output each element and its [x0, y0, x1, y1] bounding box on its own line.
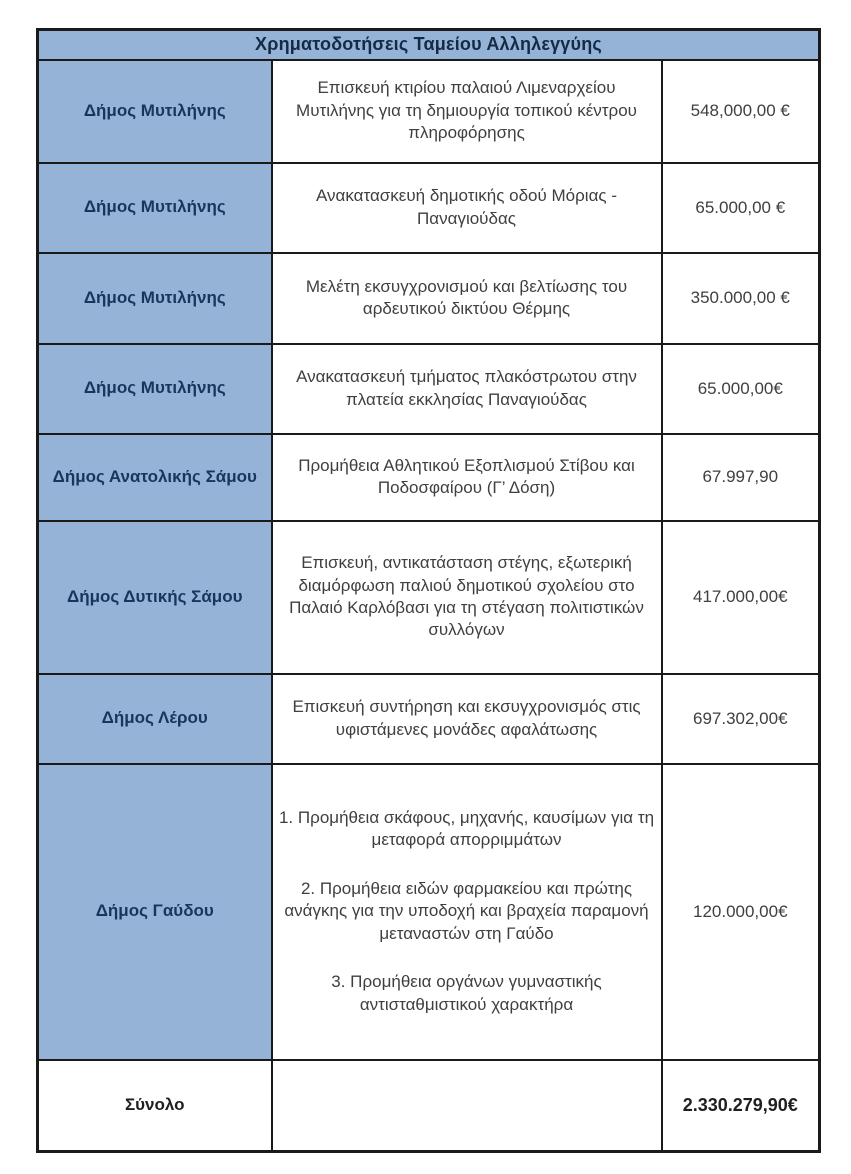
project-cell: Επισκευή κτιρίου παλαιού Λιμεναρχείου Μυτιλήνης για τη δημιουργία τοπικού κέντρου πληροφόρησης [272, 60, 662, 163]
table-row [38, 344, 820, 434]
table-row [38, 253, 820, 344]
municipality-cell: Δήμος Μυτιλήνης [38, 344, 272, 434]
amount-cell: 65.000,00€ [662, 344, 820, 434]
table-row [38, 764, 820, 1060]
project-cell [272, 764, 662, 1060]
table-row [38, 163, 820, 253]
table-row [38, 60, 820, 163]
project-cell: Ανακατασκευή δημοτικής οδού Μόριας - Παναγιούδας [272, 163, 662, 253]
municipality-cell: Δήμος Γαύδου [38, 764, 272, 1060]
amount-cell: 697.302,00€ [662, 674, 820, 764]
project-item-2: 2. Προμήθεια ειδών φαρμακείου και πρώτης ανάγκης για την υποδοχή και βραχεία παραμονή μεταναστών στη Γαύδο [284, 878, 649, 943]
municipality-cell: Δήμος Ανατολικής Σάμου [38, 434, 272, 521]
amount-cell: 67.997,90 [662, 434, 820, 521]
amount-cell: 350.000,00 € [662, 253, 820, 344]
total-amount: 2.330.279,90€ [662, 1060, 820, 1152]
total-label: Σύνολο [38, 1060, 272, 1152]
amount-cell: 548,000,00 € [662, 60, 820, 163]
project-cell: Επισκευή συντήρηση και εκσυγχρονισμός στις υφιστάμενες μονάδες αφαλάτωσης [272, 674, 662, 764]
table-title: Χρηματοδοτήσεις Ταμείου Αλληλεγγύης [38, 30, 820, 60]
total-row [38, 1060, 820, 1152]
project-item-3: 3. Προμήθεια οργάνων γυμναστικής αντισταθμιστικού χαρακτήρα [331, 972, 602, 1014]
amount-cell: 65.000,00 € [662, 163, 820, 253]
municipality-cell: Δήμος Μυτιλήνης [38, 163, 272, 253]
project-cell: Επισκευή, αντικατάσταση στέγης, εξωτερική διαμόρφωση παλιού δημοτικού σχολείου στο Παλαιό Καρλόβασι για τη στέγαση πολιτιστικών συλλόγων [272, 521, 662, 674]
project-item-1: 1. Προμήθεια σκάφους, μηχανής, καυσίμων για τη μεταφορά απορριμμάτων [278, 807, 655, 850]
municipality-cell: Δήμος Μυτιλήνης [38, 60, 272, 163]
municipality-cell: Δήμος Λέρου [38, 674, 272, 764]
title-row [38, 30, 820, 60]
table-row [38, 434, 820, 521]
table-row [38, 521, 820, 674]
project-cell: Μελέτη εκσυγχρονισμού και βελτίωσης του αρδευτικού δικτύου Θέρμης [272, 253, 662, 344]
total-project-cell [272, 1060, 662, 1152]
amount-cell: 417.000,00€ [662, 521, 820, 674]
municipality-cell: Δήμος Μυτιλήνης [38, 253, 272, 344]
table-row [38, 674, 820, 764]
municipality-cell: Δήμος Δυτικής Σάμου [38, 521, 272, 674]
project-cell: Ανακατασκευή τμήματος πλακόστρωτου στην πλατεία εκκλησίας Παναγιούδας [272, 344, 662, 434]
project-cell: Προμήθεια Αθλητικού Εξοπλισμού Στίβου και Ποδοσφαίρου (Γ’ Δόση) [272, 434, 662, 521]
funding-table [36, 28, 821, 1153]
amount-cell: 120.000,00€ [662, 764, 820, 1060]
